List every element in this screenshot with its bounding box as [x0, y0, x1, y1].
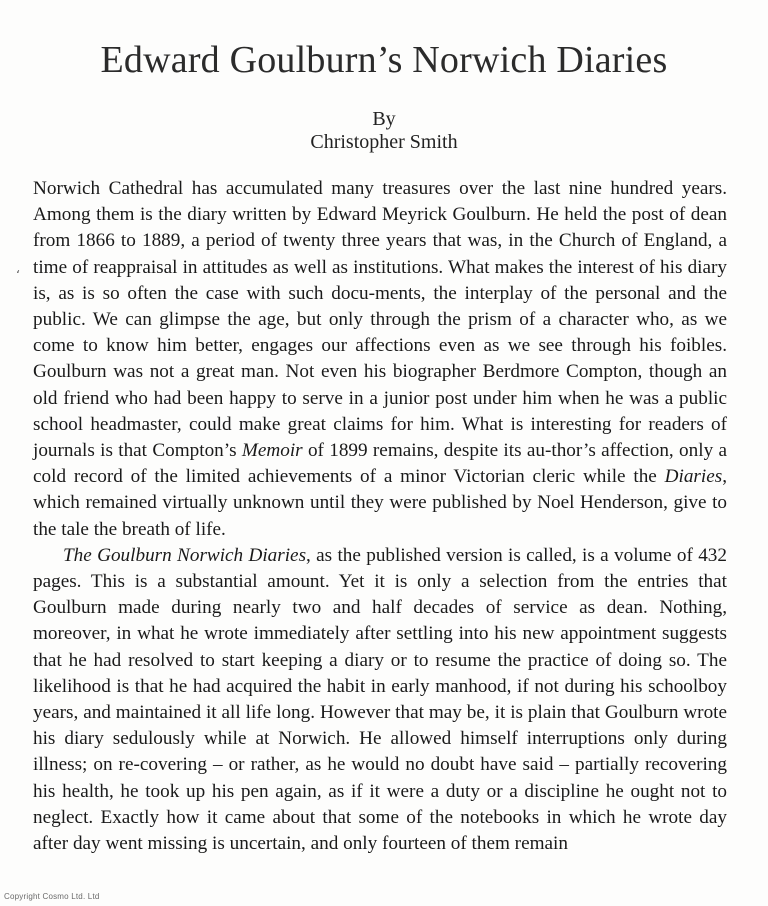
margin-mark: ‘ [16, 268, 20, 282]
body-line: What makes the interest of his diary is, as is so often the case with such docu- [33, 256, 727, 304]
body-line: to neglect. Exactly how it came about that some of the notebooks in which he [33, 780, 727, 828]
body-line: volume of 432 pages. This is a substantial amount. Yet it is only a selection from [33, 544, 727, 593]
body-line: the Church of England, a time of reappraisal in attitudes as well as institutions. [33, 230, 727, 278]
paragraph-2 [33, 543, 727, 857]
body-line: great man. Not even his biographer Berdmore Compton, though an old friend [33, 361, 727, 409]
body-line: the entries that Goulburn made during nearly two and half decades of service as [33, 571, 727, 619]
body-line: in early manhood, if not during his schoolboy years, and maintained it all life [33, 675, 727, 724]
body-line: were published by Noel Henderson, give to the tale the breath of life. [33, 492, 728, 540]
body-line: years. Among them is the diary written by Edward Meyrick Goulburn. He held [33, 178, 728, 226]
body-line: long. However that may be, it is plain that Goulburn wrote his diary sedulously [33, 702, 728, 750]
body-line: Norwich Cathedral has accumulated many treasures over the last nine hundred [33, 178, 674, 199]
body-line: health, he took up his pen again, as if it were a duty or a discipline he ought not [62, 780, 706, 802]
body-line: engages our affections even as we see through his foibles. Goulburn was not a [33, 335, 728, 383]
body-line: while at Norwich. He allowed himself interruptions only during illness; on re- [33, 728, 727, 776]
body-line: ments, the interplay of the personal and the public. We can glimpse the age, but [33, 282, 727, 331]
byline-by: By [372, 108, 396, 130]
body-line: of 1899 remains, despite its au- [302, 440, 552, 462]
body-line: , which remained virtually unknown until they [33, 466, 727, 514]
body-line: new appointment suggests that he had resolved to start keeping a diary or to [33, 623, 728, 671]
body-line: , as the published version is called, is a [306, 544, 609, 566]
paragraph-1 [33, 176, 727, 543]
article-body [33, 176, 727, 857]
body-line: thor’s affection, only a cold record of the limited achievements of a minor Vic [33, 440, 727, 488]
body-line: only through the prism of a character who, as we come to know him better, [33, 309, 728, 357]
book-title: The Goulburn Norwich Diaries [63, 544, 307, 566]
body-line: dean. Nothing, moreover, in what he wrote immediately after settling into his [33, 597, 728, 645]
body-line: the post of dean from 1866 to 1889, a period of twenty three years that was, in [33, 204, 728, 252]
memoir-title: Memoir [241, 440, 303, 462]
body-line: torian cleric while the [479, 466, 665, 488]
diaries-title: Diaries [664, 466, 723, 488]
author-name: Christopher Smith [310, 131, 458, 153]
body-line: school headmaster, could make great claims for him. What is interesting for [33, 413, 642, 435]
copyright-notice: Copyright Cosmo Ltd. Ltd [4, 892, 100, 901]
body-line: resume the practice of doing so. The likelihood is that he had acquired the habit [33, 649, 727, 697]
body-line: readers of journals is that Compton’s [33, 413, 728, 462]
article-title: Edward Goulburn’s Norwich Diaries [100, 39, 668, 81]
body-line: covering – or rather, as he would no doubt have said – partially recovering his [33, 754, 727, 802]
body-line: who had been happy to serve in a junior post under him when he was a public [114, 387, 727, 409]
body-line: wrote day after day went missing is uncertain, and only fourteen of them remain [33, 806, 728, 855]
